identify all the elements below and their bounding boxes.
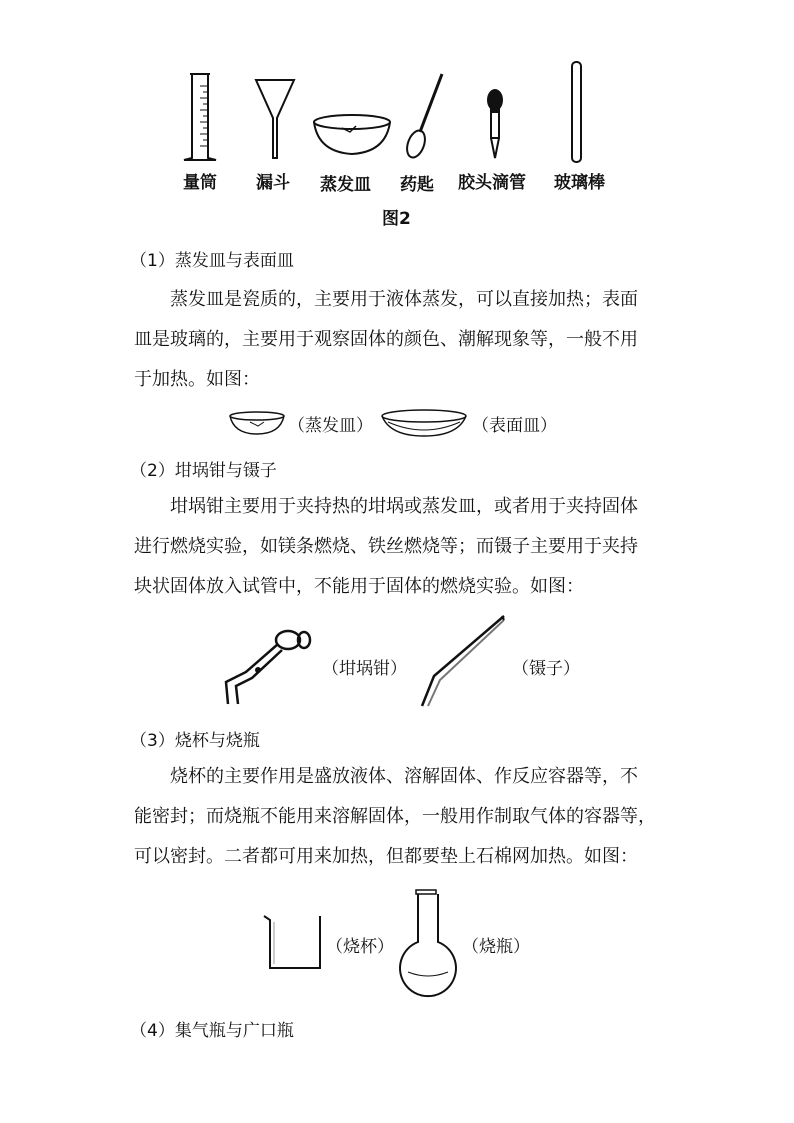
evaporating-dish-small-icon	[228, 410, 286, 436]
section-3-line-1: 烧杯的主要作用是盛放液体、溶解固体、作反应容器等，不	[170, 766, 638, 787]
funnel-icon	[254, 78, 296, 160]
figure-label-glass-rod: 玻璃棒	[554, 173, 605, 193]
tweezers-icon	[410, 614, 506, 708]
graduated-cylinder-icon	[180, 72, 220, 164]
section-2-paragraph	[134, 487, 664, 607]
label-evaporating-dish: （蒸发皿）	[288, 416, 373, 436]
figure-label-spoon: 药匙	[400, 175, 434, 195]
section-1-line-3: 于加热。如图：	[134, 369, 260, 390]
figure-label-dropper: 胶头滴管	[458, 173, 526, 193]
evaporating-dish-icon	[312, 112, 392, 158]
medicine-spoon-icon	[402, 70, 448, 162]
dropper-icon	[480, 88, 510, 160]
section-2-line-3: 块状固体放入试管中，不能用于固体的燃烧实验。如图：	[134, 576, 584, 597]
figure-caption: 图2	[382, 209, 411, 229]
section-1-line-1: 蒸发皿是瓷质的，主要用于液体蒸发，可以直接加热；表面	[170, 289, 638, 310]
label-watch-glass: （表面皿）	[472, 416, 557, 436]
section-2-line-1: 坩埚钳主要用于夹持热的坩埚或蒸发皿，或者用于夹持固体	[170, 496, 638, 517]
round-flask-icon	[396, 888, 460, 1000]
watch-glass-icon	[380, 408, 468, 438]
section-1-heading: （1）蒸发皿与表面皿	[130, 251, 294, 271]
section-2-heading: （2）坩埚钳与镊子	[130, 461, 277, 481]
section-3-paragraph	[134, 757, 664, 877]
section-3-line-2: 能密封；而烧瓶不能用来溶解固体，一般用作制取气体的容器等，	[134, 806, 656, 827]
section-3-line-3: 可以密封。二者都可用来加热，但都要垫上石棉网加热。如图：	[134, 846, 638, 867]
section-3-heading: （3）烧杯与烧瓶	[130, 731, 260, 751]
section-2-line-2: 进行燃烧实验，如镁条燃烧、铁丝燃烧等；而镊子主要用于夹持	[134, 536, 638, 557]
crucible-tongs-icon	[218, 620, 310, 706]
section-1-paragraph	[134, 280, 664, 400]
figure-label-cylinder: 量筒	[183, 173, 217, 193]
figure-label-evaporating-dish: 蒸发皿	[320, 175, 371, 195]
glass-rod-icon	[569, 60, 585, 164]
section-1-line-2: 皿是玻璃的，主要用于观察固体的颜色、潮解现象等，一般不用	[134, 329, 638, 350]
label-tweezers: （镊子）	[512, 659, 580, 679]
label-beaker: （烧杯）	[326, 937, 394, 957]
figure-label-funnel: 漏斗	[256, 173, 290, 193]
label-crucible-tongs: （坩埚钳）	[322, 659, 407, 679]
beaker-icon	[262, 912, 324, 972]
section-4-heading: （4）集气瓶与广口瓶	[130, 1021, 294, 1041]
label-round-flask: （烧瓶）	[462, 937, 530, 957]
